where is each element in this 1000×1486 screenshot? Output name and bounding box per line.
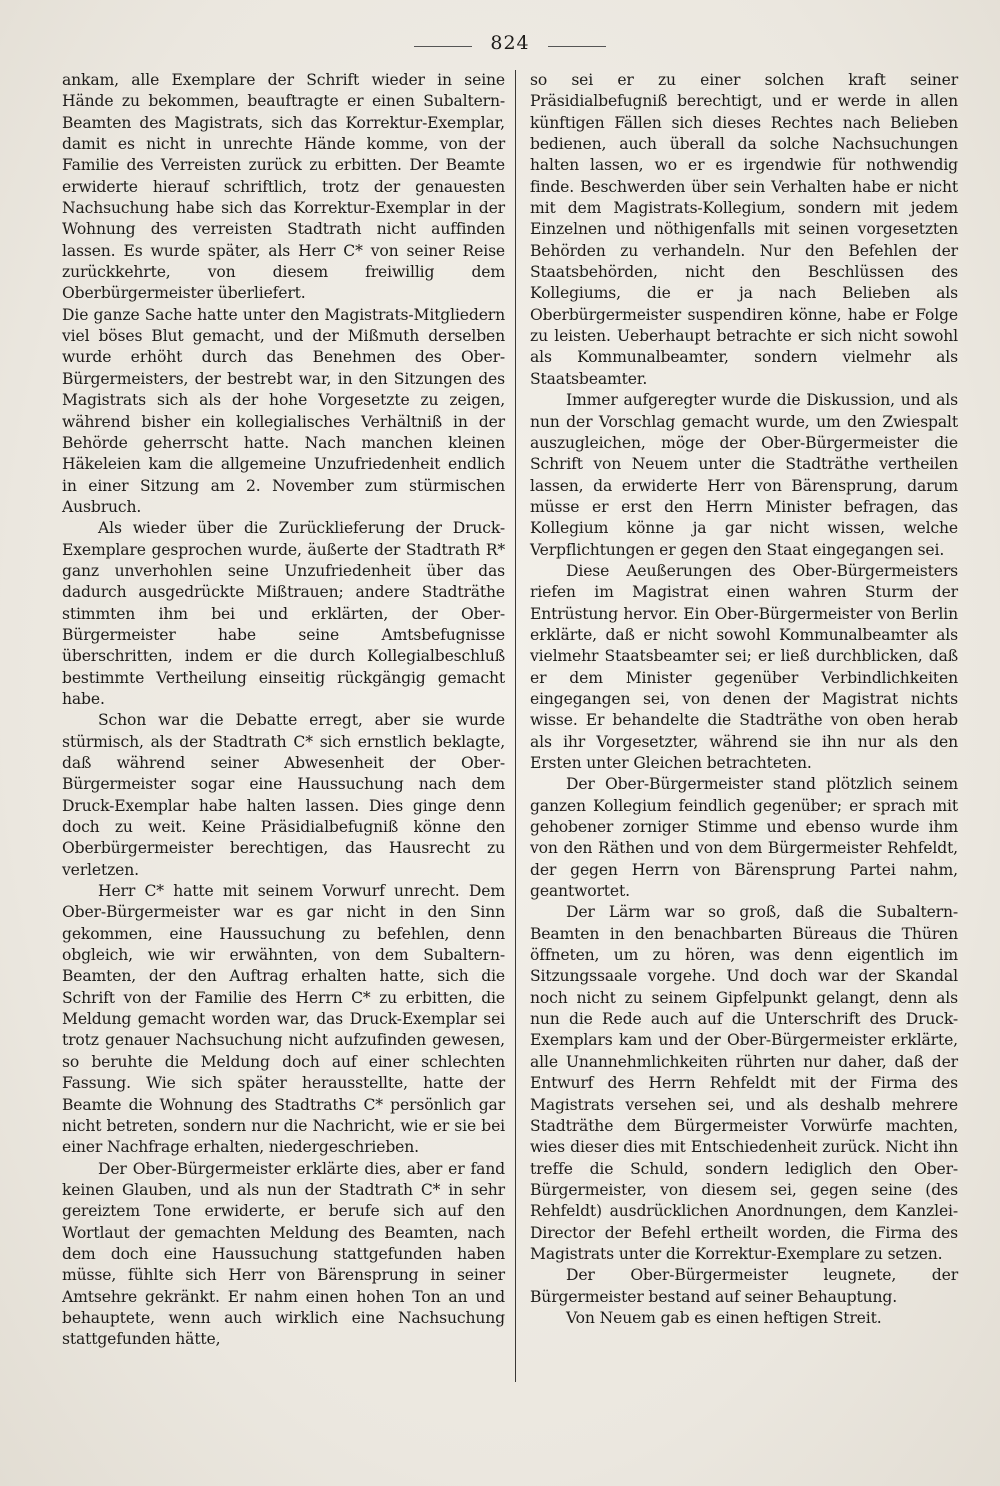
paragraph: Herr C* hatte mit seinem Vorwurf unrecht. Dem Ober-Bürgermeister war es gar nicht in den Sinn gekommen, eine Haussuchung zu befehlen, denn obgleich, wie wir erwähnten, von dem Subaltern-Beamten, der den Auftrag erhalten hatte, sich die Schrift von der Familie des Herrn C* zu erbitten, die Meldung gemacht worden war, das Druck-Exemplar sei trotz genauer Nachsuchung nicht aufzufinden gewesen, so beruhte die Meldung doch auf einer schlechten Fassung. Wie sich später herausstellte, hatte der Beamte die Wohnung des Stadtraths C* persönlich gar nicht betreten, sondern nur die Nachricht, wie er sie bei einer Nachfrage erhalten, niedergeschrieben. xyxy=(62,882,505,1157)
paragraph: Die ganze Sache hatte unter den Magistrats-Mitgliedern viel böses Blut gemacht, und der Mißmuth derselben wurde erhöht durch das Benehmen des Ober-Bürgermeisters, der bestrebt war, in den Sitzungen des Magistrats sich als der hohe Vorgesetzte zu zeigen, während bisher ein kollegialisches Verhältniß in der Behörde geherrscht hatte. Nach manchen kleinen Häkeleien kam die allgemeine Unzufriedenheit endlich in einer Sitzung am 2. November zum stürmischen Ausbruch. xyxy=(62,305,505,516)
paragraph: Diese Aeußerungen des Ober-Bürgermeisters riefen im Magistrat einen wahren Sturm der Entrüstung hervor. Ein Ober-Bürgermeister von Berlin erklärte, daß er nicht sowohl Kommunalbeamter als vielmehr Staatsbeamter sei; er ließ durchblicken, daß er dem Minister gegenüber Verbindlichkeiten eingegangen sei, von denen der Magistrat nichts wisse. Er behandelte die Stadträthe von oben herab als ihr Vorgesetzter, während sie ihn nur als den Ersten unter Gleichen betrachteten. xyxy=(530,561,958,772)
page-number: 824 xyxy=(490,32,530,54)
header-rule-right xyxy=(548,46,606,47)
column-divider xyxy=(515,70,516,1382)
paragraph: Immer aufgeregter wurde die Diskussion, und als nun der Vorschlag gemacht wurde, um den Zwiespalt auszugleichen, möge der Ober-Bürgermeister die Schrift von Neuem unter die Stadträthe vertheilen lassen, da erwiderte Herr von Bärensprung, darum müsse er erst den Herrn Minister befragen, das Kollegium könne ja gar nicht wissen, welche Verpflichtungen er gegen den Staat eingegangen sei. xyxy=(530,391,958,559)
paragraph: ankam, alle Exemplare der Schrift wieder in seine Hände zu bekommen, beauftragte er einen Subaltern-Beamten des Magistrats, sich das Korrektur-Exemplar, damit es nicht in unrechte Hände komme, von der Familie des Verreisten zurück zu erbitten. Der Beamte erwiderte hierauf schriftlich, trotz der genauesten Nachsuchung habe sich das Korrektur-Exemplar in der Wohnung des verreisten Stadtrath nicht auffinden lassen. Es wurde später, als Herr C* von seiner Reise zurückkehrte, von diesem freiwillig dem Oberbürgermeister überliefert. xyxy=(62,71,505,303)
paragraph: Als wieder über die Zurücklieferung der Druck-Exemplare gesprochen wurde, äußerte der Stadtrath R* ganz unverhohlen seine Unzufriedenheit über das dadurch ausgedrückte Mißtrauen; andere Stadträthe stimmten ihm bei und erklärten, der Ober-Bürgermeister habe seine Amtsbefugnisse überschritten, indem er die durch Kollegialbeschluß bestimmte Vertheilung einseitig rückgängig gemacht habe. xyxy=(62,519,505,708)
paragraph: Der Ober-Bürgermeister leugnete, der Bürgermeister bestand auf seiner Behauptung. xyxy=(530,1266,958,1306)
right-column xyxy=(530,70,958,1329)
page-header xyxy=(0,30,1000,60)
paragraph: Der Ober-Bürgermeister stand plötzlich seinem ganzen Kollegium feindlich gegenüber; er sprach mit gehobener zorniger Stimme und ebenso wurde ihm von den Räthen und von dem Bürgermeister Rehfeldt, der gegen Herrn von Bärensprung Partei nahm, geantwortet. xyxy=(530,775,958,901)
paragraph: so sei er zu einer solchen kraft seiner Präsidialbefugniß berechtigt, und er werde in allen künftigen Fällen sich dieses Rechtes nach Belieben bedienen, auch überall da solche Nachsuchungen halten lassen, wo er es irgendwie für nothwendig finde. Beschwerden über sein Verhalten habe er nicht mit dem Magistrats-Kollegium, sondern mit jedem Einzelnen und nöthigenfalls mit seinen vorgesetzten Behörden zu verhandeln. Nur den Befehlen der Staatsbehörden, nicht den Beschlüssen des Kollegiums, die er ja nach Belieben als Oberbürgermeister suspendiren könne, habe er Folge zu leisten. Ueberhaupt betrachte er sich nicht sowohl als Kommunalbeamter, sondern vielmehr als Staatsbeamter. xyxy=(530,71,958,388)
paragraph: Schon war die Debatte erregt, aber sie wurde stürmisch, als der Stadtrath C* sich ernstlich beklagte, daß während seiner Abwesenheit der Ober-Bürgermeister sogar eine Haussuchung nach dem Druck-Exemplar habe halten lassen. Dies ginge denn doch zu weit. Keine Präsidialbefugniß könne den Oberbürgermeister berechtigen, das Hausrecht zu verletzen. xyxy=(62,711,505,879)
left-column xyxy=(62,70,505,1351)
paragraph: Der Lärm war so groß, daß die Subaltern-Beamten in den benachbarten Büreaus die Thüren öffneten, um zu hören, was denn eigentlich im Sitzungssaale vorgehe. Und doch war der Skandal noch nicht zu seinem Gipfelpunkt gelangt, denn als nun die Rede auch auf die Unterschrift des Druck-Exemplars kam und der Ober-Bürgermeister erklärte, alle Unannehmlichkeiten rührten nur daher, daß der Entwurf des Herrn Rehfeldt mit der Firma des Magistrats versehen sei, und als deshalb mehrere Stadträthe dem Bürgermeister Vorwürfe machten, wies dieser dies mit Entschiedenheit zurück. Nicht ihn treffe die Schuld, sondern lediglich den Ober-Bürgermeister, von diesem sei, gegen seine (des Rehfeldt) ausdrücklichen Anordnungen, dem Kanzlei-Director der Befehl ertheilt worden, die Firma des Magistrats unter die Korrektur-Exemplare zu setzen. xyxy=(530,903,958,1263)
header-rule-left xyxy=(414,46,472,47)
paragraph: Der Ober-Bürgermeister erklärte dies, aber er fand keinen Glauben, und als nun der Stadtrath C* in sehr gereiztem Tone erwiderte, er berufe sich auf den Wortlaut der gemachten Meldung des Beamten, nach dem doch eine Haussuchung stattgefunden haben müsse, fühlte sich Herr von Bärensprung in seiner Amtsehre gekränkt. Er nahm einen hohen Ton an und behauptete, wenn auch wirklich eine Nachsuchung stattgefunden hätte, xyxy=(62,1159,505,1349)
paragraph: Von Neuem gab es einen heftigen Streit. xyxy=(566,1308,882,1327)
